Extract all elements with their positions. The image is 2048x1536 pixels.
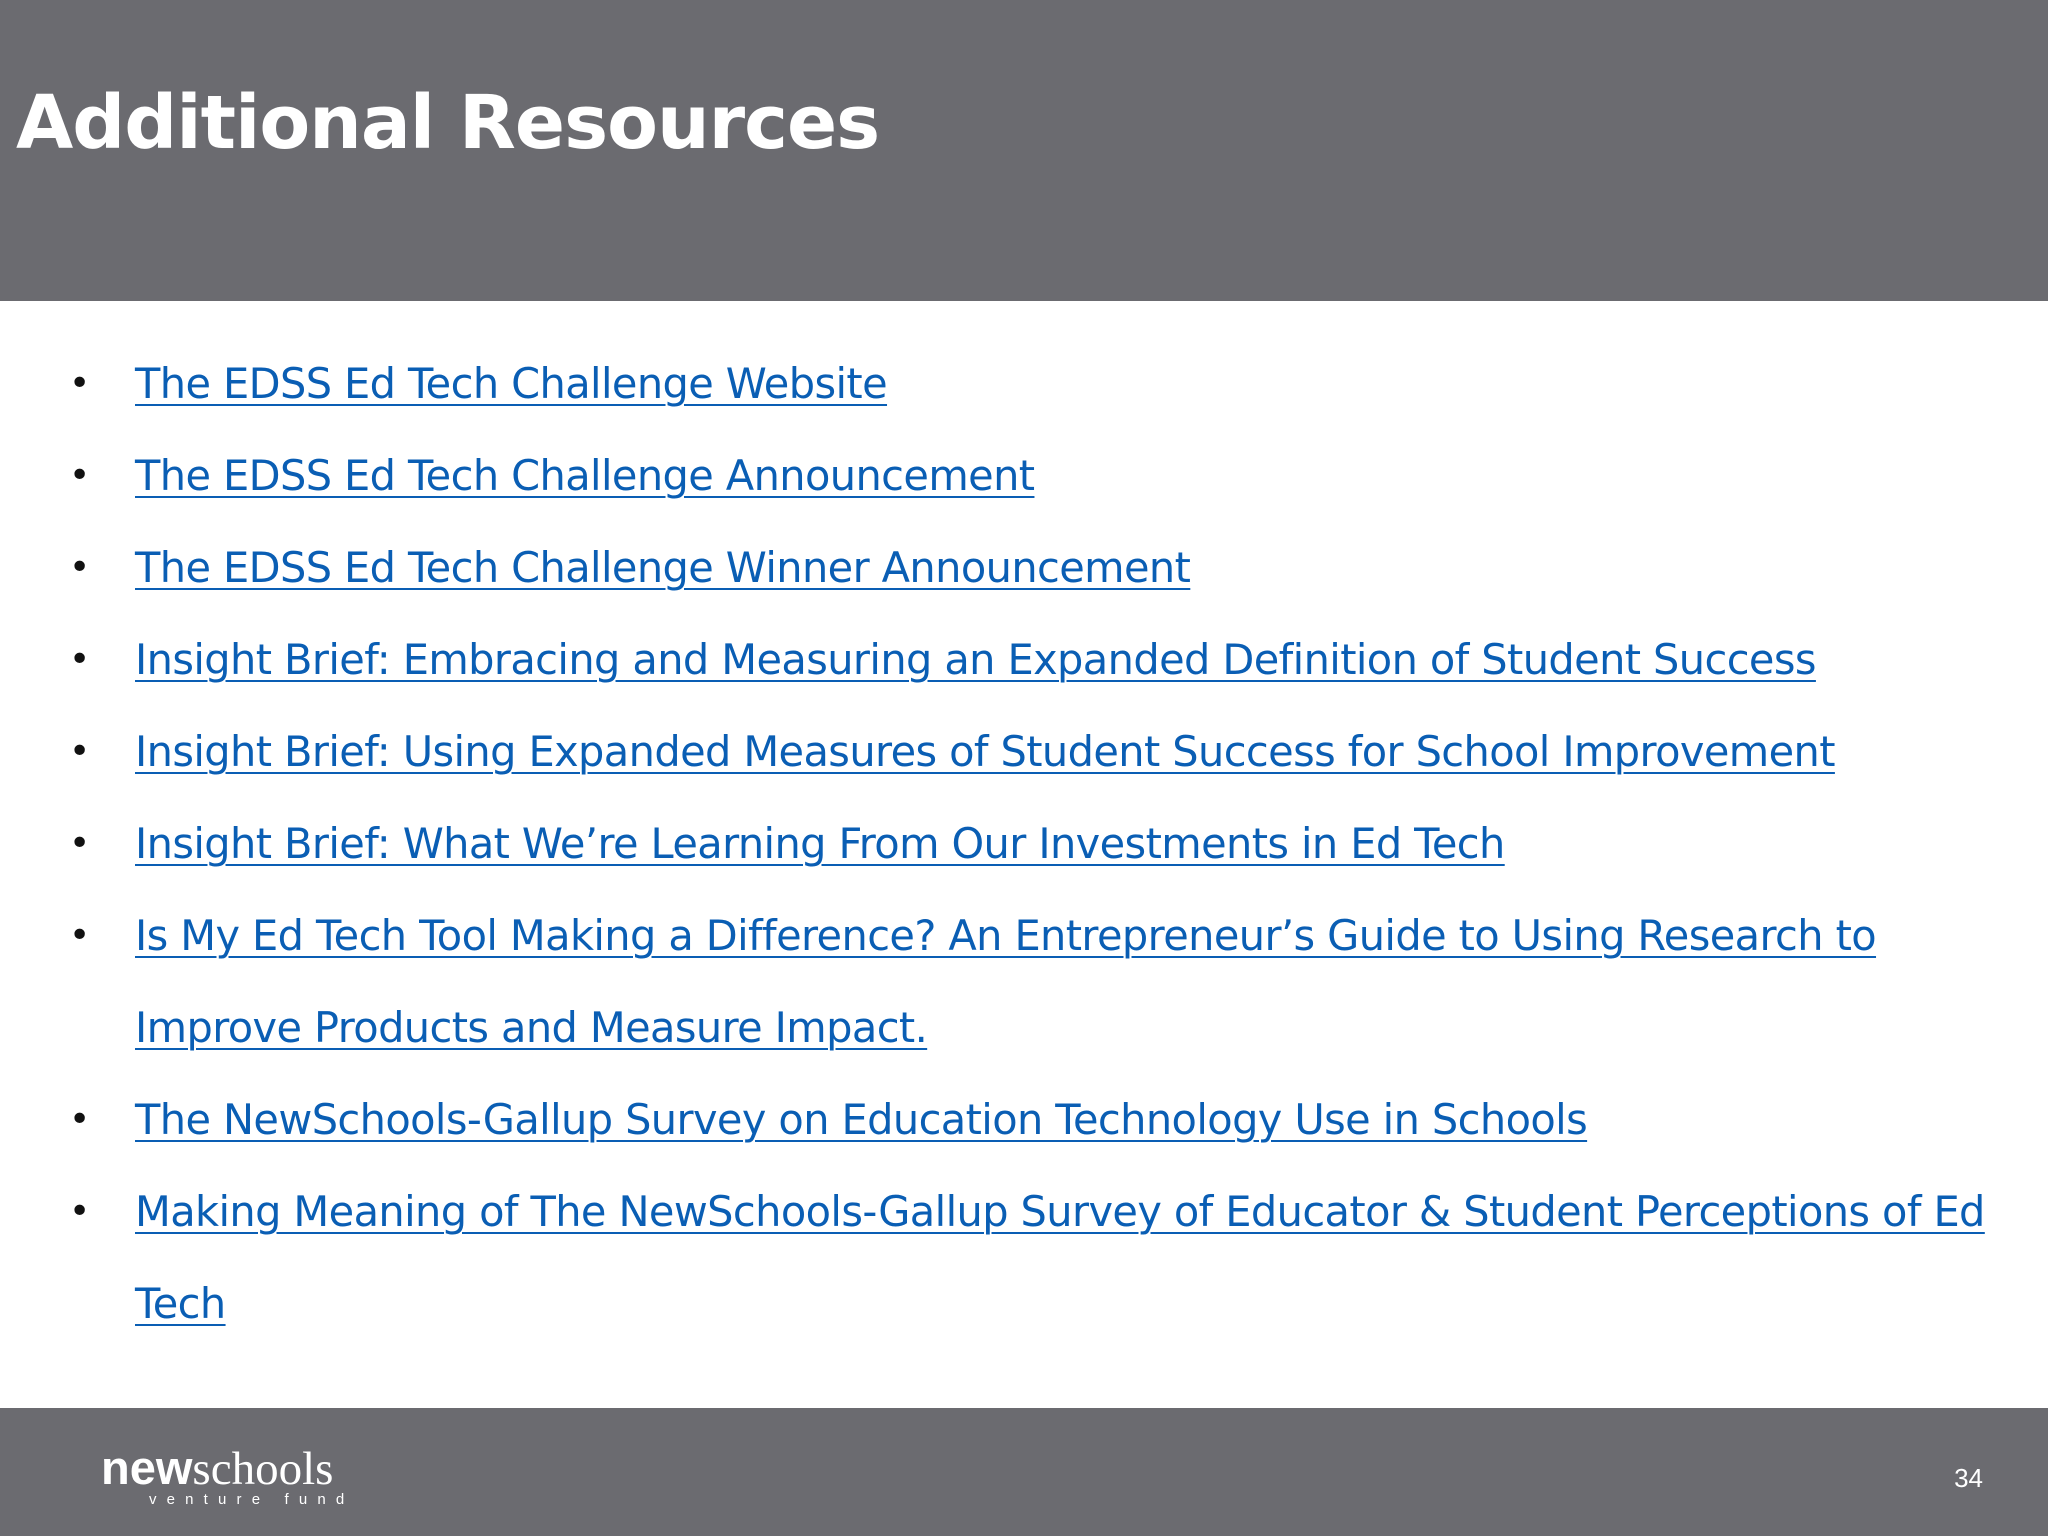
resource-link-insight-brief-investments[interactable]: Insight Brief: What We’re Learning From Our Investments in Ed Tech	[135, 819, 1505, 868]
resource-list	[0, 338, 2048, 1350]
bullet: •	[69, 823, 90, 864]
list-item	[0, 1166, 2048, 1350]
resource-link-making-meaning[interactable]: Making Meaning of The NewSchools-Gallup Survey of Educator & Student Perceptions of Ed Tech	[135, 1187, 1985, 1328]
logo-name-bold: new	[101, 1441, 193, 1494]
page-number: 34	[1954, 1463, 1983, 1493]
bullet: •	[69, 731, 90, 772]
bullet: •	[69, 455, 90, 496]
header-bar	[0, 0, 2048, 301]
bullet: •	[69, 639, 90, 680]
list-item	[0, 430, 2048, 522]
resource-link-edss-winner[interactable]: The EDSS Ed Tech Challenge Winner Announcement	[135, 543, 1191, 592]
list-item	[0, 1074, 2048, 1166]
resource-link-edss-announcement[interactable]: The EDSS Ed Tech Challenge Announcement	[135, 451, 1035, 500]
list-item	[0, 614, 2048, 706]
list-item	[0, 890, 2048, 1074]
resource-link-gallup-survey[interactable]: The NewSchools-Gallup Survey on Education Technology Use in Schools	[135, 1095, 1588, 1144]
list-item	[0, 706, 2048, 798]
resource-link-insight-brief-school-improvement[interactable]: Insight Brief: Using Expanded Measures of Student Success for School Improvement	[135, 727, 1835, 776]
resource-link-entrepreneurs-guide[interactable]: Is My Ed Tech Tool Making a Difference? An Entrepreneur’s Guide to Using Research to Improve Products and Measure Impact.	[135, 911, 1877, 1052]
bullet: •	[69, 915, 90, 956]
newschools-logo	[101, 1440, 391, 1510]
list-item	[0, 798, 2048, 890]
list-item	[0, 522, 2048, 614]
resource-link-insight-brief-embracing[interactable]: Insight Brief: Embracing and Measuring an Expanded Definition of Student Success	[135, 635, 1816, 684]
list-item	[0, 338, 2048, 430]
logo-tagline: v e n t u r e f u n d	[149, 1491, 348, 1508]
bullet: •	[69, 1191, 90, 1232]
resource-link-edss-website[interactable]: The EDSS Ed Tech Challenge Website	[135, 359, 888, 408]
bullet: •	[69, 547, 90, 588]
slide-title: Additional Resources	[16, 80, 880, 166]
logo-name-light: schools	[192, 1443, 334, 1495]
bullet: •	[69, 363, 90, 404]
bullet: •	[69, 1099, 90, 1140]
logo-wordmark	[101, 1441, 333, 1495]
